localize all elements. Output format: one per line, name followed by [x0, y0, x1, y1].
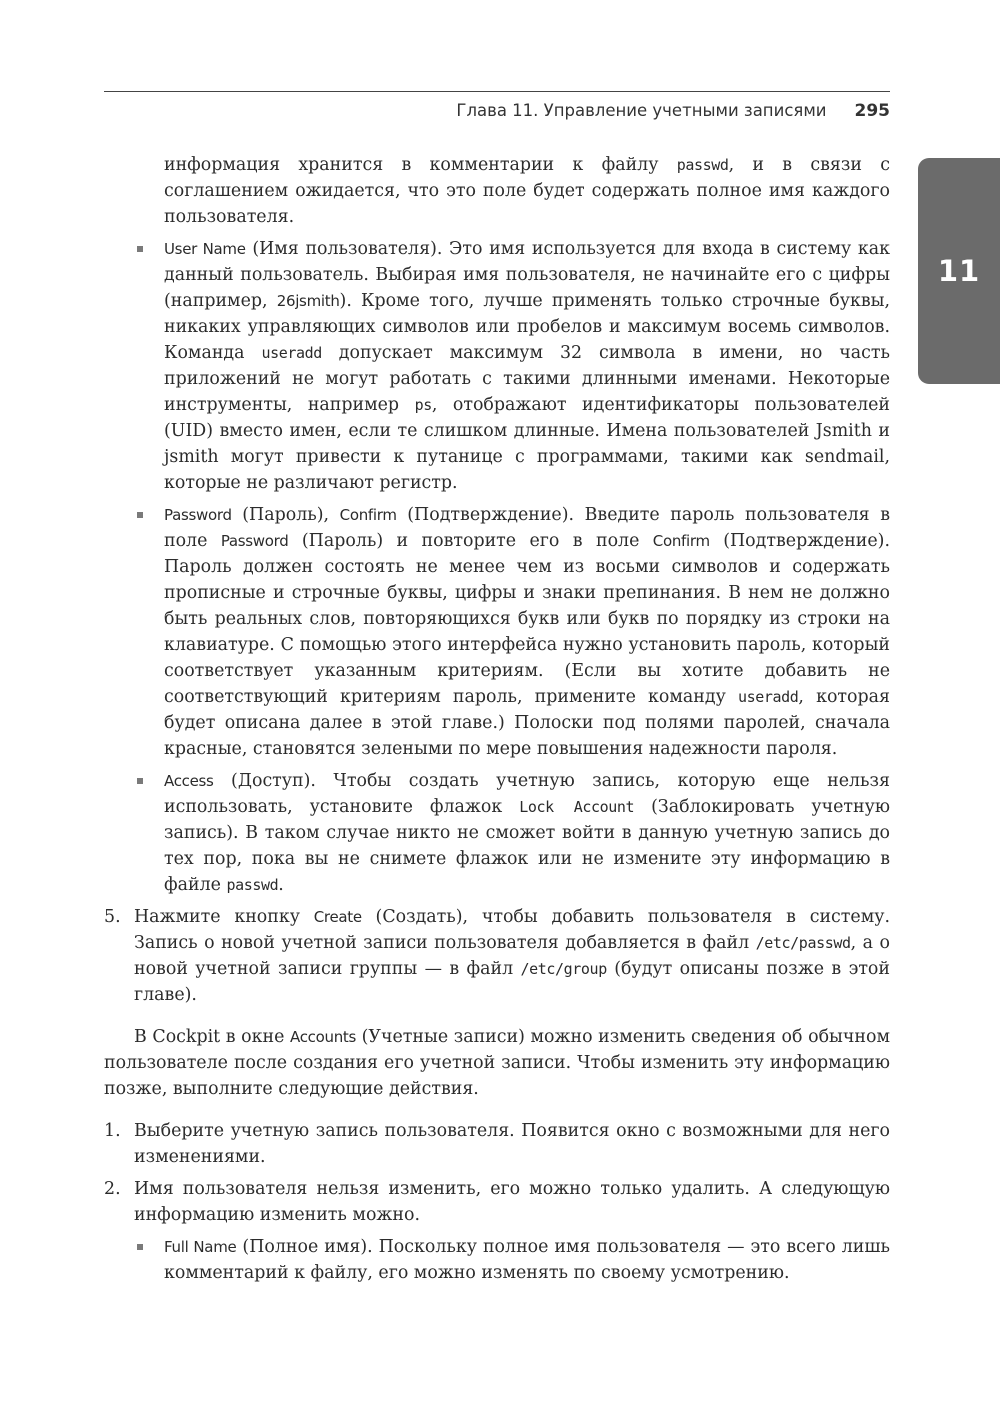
page-number: 295 [854, 101, 890, 121]
ui-term: Password [164, 506, 232, 524]
file-path: /etc/group [520, 960, 607, 978]
square-bullet-icon [137, 1244, 143, 1250]
running-head [104, 98, 890, 124]
list-item-2: 2. Имя пользователя нельзя изменить, его можно только удалить. А следующую информацию изменить можно. [134, 1176, 890, 1228]
ui-term: Confirm [339, 506, 397, 524]
bullet-username: User Name (Имя пользователя). Это имя используется для входа в систему как данный пользователь. Выбирая имя пользователя, не начинайте его с цифры (например, 26jsmith). Кроме того, лучше применять только строчные буквы, никаких управляющих символов или пробелов и максимум восемь символов. Команда useradd допускает максимум 32 символа в имени, но часть приложений не могут работать с такими длинными именами. Некоторые инструменты, например ps, отображают идентификаторы пользователей (UID) вместо имен, если те слишком длинные. Имена пользователей Jsmith и jsmith могут привести к путанице с программами, такими как sendmail, которые не различают регистр. [164, 236, 890, 496]
list-number: 2. [104, 1179, 121, 1199]
continued-paragraph: информация хранится в комментарии к файлу passwd, и в связи с соглашением ожидается, что это поле будет содержать полное имя каждого пользователя. [164, 155, 890, 227]
ui-term: Full Name [164, 1238, 237, 1256]
ui-term: Accounts [290, 1028, 356, 1046]
square-bullet-icon [137, 512, 143, 518]
ui-term: Access [164, 772, 214, 790]
example-text: 26jsmith [276, 292, 340, 310]
inline-code: useradd [737, 688, 799, 706]
file-path: /etc/passwd [755, 934, 851, 952]
bullet-fullname: Full Name (Полное имя). Поскольку полное имя пользователя — это всего лишь комментарий к файлу, его можно изменять по своему усмотрению. [164, 1234, 890, 1286]
square-bullet-icon [137, 246, 143, 252]
body-paragraph: В Cockpit в окне Accounts (Учетные записи) можно изменить сведения об обычном пользователе после создания его учетной записи. Чтобы изменить эту информацию позже, выполните следующие действия. [104, 1027, 890, 1099]
step-5: 5. Нажмите кнопку Create (Создать), чтобы добавить пользователя в систему. Запись о новой учетной записи пользователя добавляется в файл /etc/passwd, а о новой учетной записи группы — в файл /etc/group (будут описаны позже в этой главе). [134, 904, 890, 1008]
bullet-access: Access (Доступ). Чтобы создать учетную запись, которую еще нельзя использовать, установите флажок Lock Account (Заблокировать учетную запись). В таком случае никто не сможет войти в данную учетную запись до тех пор, пока вы не снимете флажок или не измените эту информацию в файле passwd. [164, 768, 890, 898]
square-bullet-icon [137, 778, 143, 784]
inline-code: passwd [226, 876, 279, 894]
ui-term: Confirm [652, 532, 710, 550]
ui-term: Password [220, 532, 289, 550]
ui-term: Create [313, 908, 362, 926]
chapter-thumb-tab [918, 158, 1000, 384]
ui-term: User Name [164, 240, 246, 258]
page-body [104, 152, 890, 1286]
ui-option: Lock Account [519, 798, 635, 816]
header-rule [104, 91, 890, 92]
list-number: 1. [104, 1121, 121, 1141]
running-title: Глава 11. Управление учетными записями [456, 101, 827, 120]
list-item-1: 1. Выберите учетную запись пользователя. Появится окно с возможными для него изменениями. [134, 1118, 890, 1170]
inline-code: ps [414, 396, 432, 414]
list-number: 5. [104, 907, 121, 927]
chapter-tab-label: 11 [937, 254, 981, 288]
inline-code: useradd [261, 344, 322, 362]
inline-code: passwd [676, 156, 729, 174]
bullet-password: Password (Пароль), Confirm (Подтверждение). Введите пароль пользователя в поле Password (Пароль) и повторите его в поле Confirm (Подтверждение). Пароль должен состоять не менее чем из восьми символов и содержать прописные и строчные буквы, цифры и знаки препинания. В нем не должно быть реальных слов, повторяющихся букв или букв по порядку из строки на клавиатуре. С помощью этого интерфейса нужно установить пароль, который соответствует указанным критериям. (Если вы хотите добавить не соответствующий критериям пароль, примените команду useradd, которая будет описана далее в этой главе.) Полоски под полями паролей, сначала красные, становятся зелеными по мере повышения надежности пароля. [164, 502, 890, 762]
